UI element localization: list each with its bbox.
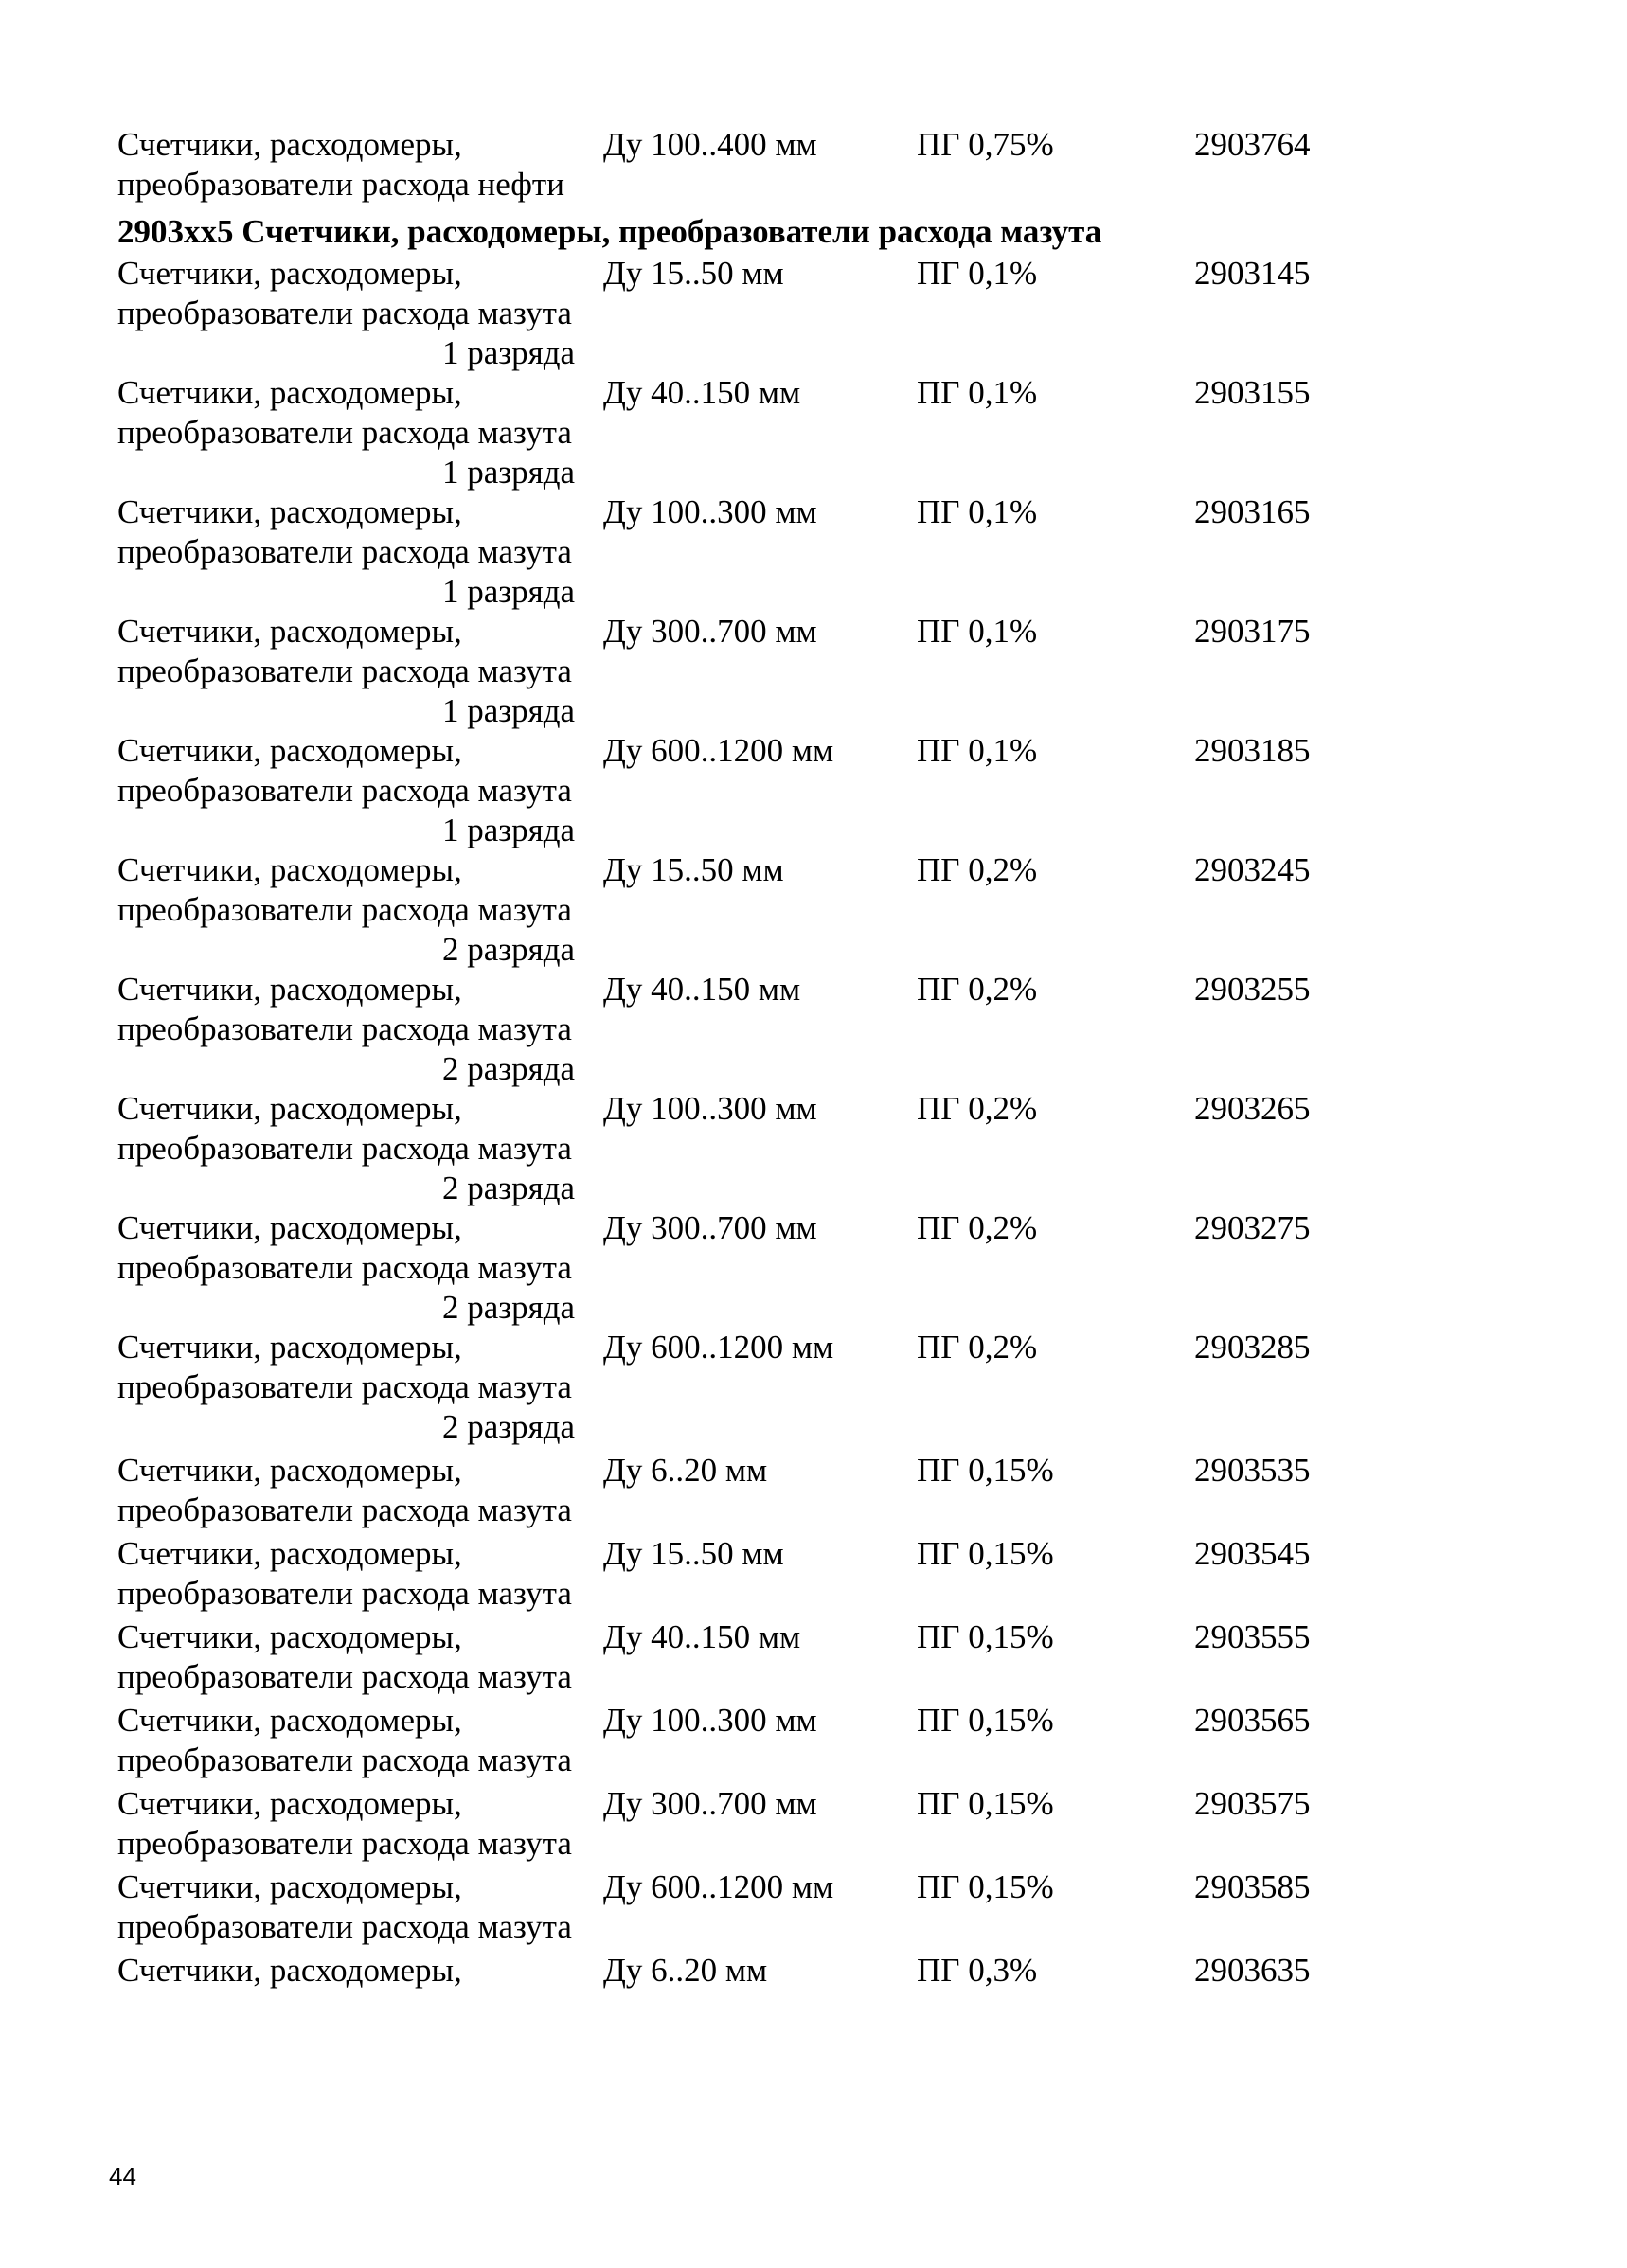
- table-row: [117, 1451, 1349, 1530]
- row-nominal-diameter: Ду 6..20 мм: [603, 1952, 768, 1989]
- row-grade: 2 разряда: [442, 931, 576, 968]
- row-code: 2903265: [1194, 1090, 1311, 1127]
- row-name-line: преобразователи расхода нефти: [117, 166, 564, 203]
- row-code: 2903575: [1194, 1785, 1311, 1822]
- table-row: [117, 125, 1349, 205]
- row-name-line: преобразователи расхода мазута: [117, 414, 572, 451]
- table-row: [117, 1089, 1349, 1208]
- row-grade: 1 разряда: [442, 812, 576, 848]
- row-name-line: Счетчики, расходомеры,: [117, 1702, 462, 1739]
- row-name-line: преобразователи расхода мазута: [117, 891, 572, 928]
- row-nominal-diameter: Ду 300..700 мм: [603, 1785, 817, 1822]
- row-grade: 2 разряда: [442, 1289, 576, 1326]
- table-row: [117, 373, 1349, 492]
- row-code: 2903185: [1194, 732, 1311, 769]
- row-code: 2903145: [1194, 255, 1311, 292]
- row-name-line: Счетчики, расходомеры,: [117, 1209, 462, 1246]
- row-nominal-diameter: Ду 600..1200 мм: [603, 732, 834, 769]
- row-code: 2903764: [1194, 126, 1311, 163]
- row-code: 2903565: [1194, 1702, 1311, 1739]
- instrument-list: [117, 125, 1349, 1991]
- row-code: 2903585: [1194, 1868, 1311, 1905]
- row-accuracy: ПГ 0,2%: [917, 1090, 1038, 1127]
- row-name-line: Счетчики, расходомеры,: [117, 613, 462, 650]
- row-accuracy: ПГ 0,15%: [917, 1452, 1054, 1489]
- row-nominal-diameter: Ду 40..150 мм: [603, 374, 801, 411]
- row-code: 2903635: [1194, 1952, 1311, 1989]
- row-accuracy: ПГ 0,1%: [917, 374, 1038, 411]
- table-row: [117, 850, 1349, 970]
- row-name-line: Счетчики, расходомеры,: [117, 851, 462, 888]
- row-grade: 2 разряда: [442, 1408, 576, 1445]
- row-name-line: преобразователи расхода мазута: [117, 1368, 572, 1405]
- row-grade: 2 разряда: [442, 1050, 576, 1087]
- row-name-line: преобразователи расхода мазута: [117, 1658, 572, 1695]
- row-name-line: преобразователи расхода мазута: [117, 533, 572, 570]
- table-row: [117, 970, 1349, 1089]
- table-row: [117, 612, 1349, 731]
- row-nominal-diameter: Ду 40..150 мм: [603, 1618, 801, 1655]
- row-name-line: преобразователи расхода мазута: [117, 1825, 572, 1862]
- row-nominal-diameter: Ду 100..300 мм: [603, 1702, 817, 1739]
- row-name-line: Счетчики, расходомеры,: [117, 1452, 462, 1489]
- table-row: [117, 1617, 1349, 1697]
- row-name-line: Счетчики, расходомеры,: [117, 1618, 462, 1655]
- row-accuracy: ПГ 0,15%: [917, 1868, 1054, 1905]
- row-nominal-diameter: Ду 40..150 мм: [603, 971, 801, 1008]
- row-grade: 1 разряда: [442, 692, 576, 729]
- row-accuracy: ПГ 0,15%: [917, 1535, 1054, 1572]
- row-accuracy: ПГ 0,15%: [917, 1618, 1054, 1655]
- row-nominal-diameter: Ду 300..700 мм: [603, 1209, 817, 1246]
- row-grade: 1 разряда: [442, 454, 576, 491]
- row-name-line: Счетчики, расходомеры,: [117, 1535, 462, 1572]
- row-accuracy: ПГ 0,1%: [917, 255, 1038, 292]
- row-accuracy: ПГ 0,1%: [917, 613, 1038, 650]
- row-name-line: Счетчики, расходомеры,: [117, 493, 462, 530]
- row-accuracy: ПГ 0,2%: [917, 851, 1038, 888]
- table-row: [117, 492, 1349, 612]
- row-name-line: Счетчики, расходомеры,: [117, 1329, 462, 1366]
- table-row: [117, 1208, 1349, 1328]
- row-code: 2903555: [1194, 1618, 1311, 1655]
- row-name-line: Счетчики, расходомеры,: [117, 1090, 462, 1127]
- table-row: [117, 1534, 1349, 1614]
- row-name-line: преобразователи расхода мазута: [117, 1741, 572, 1778]
- row-code: 2903535: [1194, 1452, 1311, 1489]
- row-code: 2903245: [1194, 851, 1311, 888]
- row-name-line: Счетчики, расходомеры,: [117, 255, 462, 292]
- row-name-line: Счетчики, расходомеры,: [117, 732, 462, 769]
- row-accuracy: ПГ 0,2%: [917, 971, 1038, 1008]
- row-grade: 1 разряда: [442, 334, 576, 371]
- row-nominal-diameter: Ду 100..300 мм: [603, 493, 817, 530]
- row-code: 2903165: [1194, 493, 1311, 530]
- table-row: [117, 1951, 1349, 1991]
- row-accuracy: ПГ 0,75%: [917, 126, 1054, 163]
- row-nominal-diameter: Ду 600..1200 мм: [603, 1868, 834, 1905]
- row-nominal-diameter: Ду 15..50 мм: [603, 255, 784, 292]
- row-name-line: преобразователи расхода мазута: [117, 772, 572, 809]
- row-name-line: преобразователи расхода мазута: [117, 295, 572, 331]
- row-nominal-diameter: Ду 6..20 мм: [603, 1452, 768, 1489]
- row-name-line: преобразователи расхода мазута: [117, 1491, 572, 1528]
- row-name-line: преобразователи расхода мазута: [117, 652, 572, 689]
- row-name-line: преобразователи расхода мазута: [117, 1010, 572, 1047]
- table-row: [117, 1784, 1349, 1864]
- row-accuracy: ПГ 0,15%: [917, 1785, 1054, 1822]
- table-row: [117, 1701, 1349, 1780]
- row-nominal-diameter: Ду 100..400 мм: [603, 126, 817, 163]
- page-number: 44: [109, 2162, 136, 2190]
- row-name-line: преобразователи расхода мазута: [117, 1908, 572, 1945]
- row-nominal-diameter: Ду 600..1200 мм: [603, 1329, 834, 1366]
- row-accuracy: ПГ 0,15%: [917, 1702, 1054, 1739]
- row-name-line: Счетчики, расходомеры,: [117, 374, 462, 411]
- row-code: 2903285: [1194, 1329, 1311, 1366]
- row-accuracy: ПГ 0,1%: [917, 493, 1038, 530]
- row-nominal-diameter: Ду 15..50 мм: [603, 1535, 784, 1572]
- row-nominal-diameter: Ду 15..50 мм: [603, 851, 784, 888]
- row-accuracy: ПГ 0,3%: [917, 1952, 1038, 1989]
- row-code: 2903255: [1194, 971, 1311, 1008]
- table-row: [117, 731, 1349, 850]
- table-row: [117, 1867, 1349, 1947]
- row-nominal-diameter: Ду 300..700 мм: [603, 613, 817, 650]
- row-name-line: преобразователи расхода мазута: [117, 1249, 572, 1286]
- row-name-line: Счетчики, расходомеры,: [117, 1868, 462, 1905]
- section-heading: 2903xx5 Счетчики, расходомеры, преобразователи расхода мазута: [117, 213, 1102, 250]
- row-name-line: преобразователи расхода мазута: [117, 1130, 572, 1167]
- row-accuracy: ПГ 0,2%: [917, 1329, 1038, 1366]
- table-row: [117, 254, 1349, 373]
- row-name-line: Счетчики, расходомеры,: [117, 126, 462, 163]
- row-nominal-diameter: Ду 100..300 мм: [603, 1090, 817, 1127]
- row-accuracy: ПГ 0,1%: [917, 732, 1038, 769]
- row-name-line: Счетчики, расходомеры,: [117, 1952, 462, 1989]
- row-name-line: Счетчики, расходомеры,: [117, 1785, 462, 1822]
- row-grade: 1 разряда: [442, 573, 576, 610]
- row-code: 2903155: [1194, 374, 1311, 411]
- row-name-line: Счетчики, расходомеры,: [117, 971, 462, 1008]
- row-code: 2903175: [1194, 613, 1311, 650]
- table-row: [117, 1328, 1349, 1447]
- row-code: 2903275: [1194, 1209, 1311, 1246]
- row-name-line: преобразователи расхода мазута: [117, 1575, 572, 1612]
- row-accuracy: ПГ 0,2%: [917, 1209, 1038, 1246]
- row-grade: 2 разряда: [442, 1170, 576, 1206]
- row-code: 2903545: [1194, 1535, 1311, 1572]
